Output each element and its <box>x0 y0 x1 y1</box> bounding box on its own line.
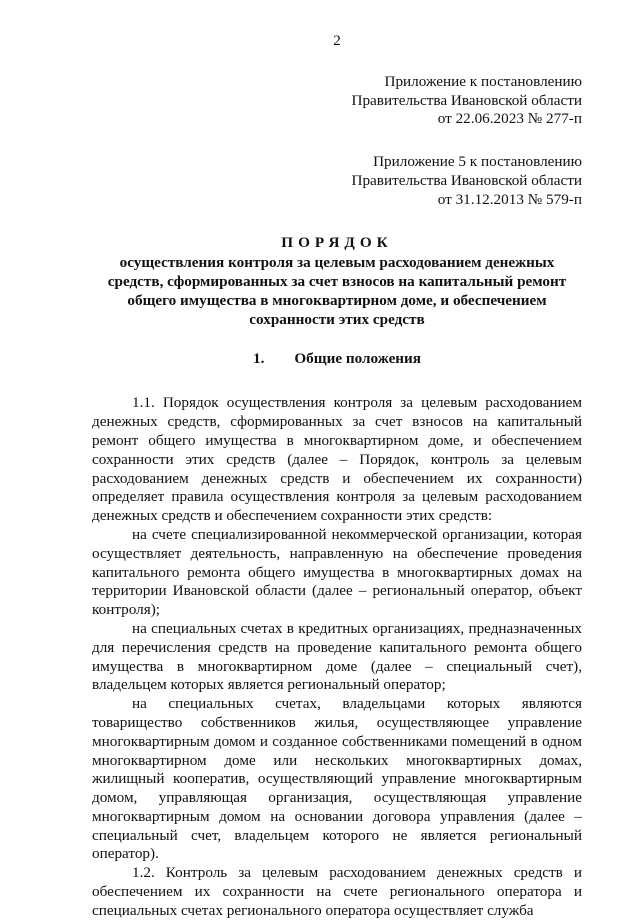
attachment-line: от 31.12.2013 № 579-п <box>437 190 582 208</box>
attachment-line: Приложение 5 к постановлению <box>373 153 582 171</box>
section-title: Общие положения <box>294 349 422 367</box>
paragraph-1-1: 1.1. Порядок осуществления контроля за целевым расходованием денежных средств, сформированных за счет взносов на капитальный ремонт общего имущества в многоквартирном доме, и обеспечением сохранности этих средств (далее – Порядок, контроль за целевым расходованием денежных средств и обеспечением их сохранности) определяет правила осуществления контроля за целевым расходованием денежных средств и обеспечением сохранности этих средств: <box>92 394 582 525</box>
subtitle-line: осуществления контроля за целевым расходованием денежных <box>119 254 555 272</box>
subtitle-line: общего имущества в многоквартирном доме, и обеспечением <box>127 291 547 309</box>
paragraph-1-2: 1.2. Контроль за целевым расходованием денежных средств и обеспечением их сохранности на счете регионального оператора и специальных счетах регионального оператора осуществляет служба <box>92 864 582 919</box>
attachment-block-current <box>92 73 582 129</box>
paragraph-special-accounts-other-owners: на специальных счетах, владельцами которых являются товарищество собственников жилья, осуществляющее управление многоквартирным домом и созданное собственниками помещений в одном многоквартирном доме или нескольких многоквартирных домах, жилищный кооператив, осуществляющий управление многоквартирным домом, управляющая организация, осуществляющая управление многоквартирным домом на основании договора управления (далее – специальный счет, владельцем которого не является региональный оператор). <box>92 695 582 863</box>
paragraph-special-accounts-operator: на специальных счетах в кредитных организациях, предназначенных для перечисления средств на проведение капитального ремонта общего имущества в многоквартирном доме (далее – специальный счет), владельцем которых является региональный оператор; <box>92 619 582 694</box>
attachment-block-original <box>92 153 582 209</box>
subtitle-line: сохранности этих средств <box>249 310 425 328</box>
attachment-line: от 22.06.2023 № 277-п <box>437 110 582 128</box>
paragraph-account-regional-operator: на счете специализированной некоммерческой организации, которая осуществляет деятельность, направленную на обеспечение проведения капитального ремонта общего имущества в многоквартирных домах на территории Ивановской области (далее – региональный оператор, объект контроля); <box>92 525 582 619</box>
document-subtitle <box>92 254 582 329</box>
section-number: 1. <box>252 349 265 367</box>
section-heading <box>92 350 582 369</box>
attachment-line: Приложение к постановлению <box>384 72 582 90</box>
document-title: ПОРЯДОК <box>281 233 393 251</box>
attachment-line: Правительства Ивановской области <box>351 171 582 189</box>
page-number: 2 <box>333 32 341 49</box>
subtitle-line: средств, сформированных за счет взносов на капитальный ремонт <box>107 273 567 291</box>
document-body <box>92 394 582 920</box>
attachment-line: Правительства Ивановской области <box>351 91 582 109</box>
